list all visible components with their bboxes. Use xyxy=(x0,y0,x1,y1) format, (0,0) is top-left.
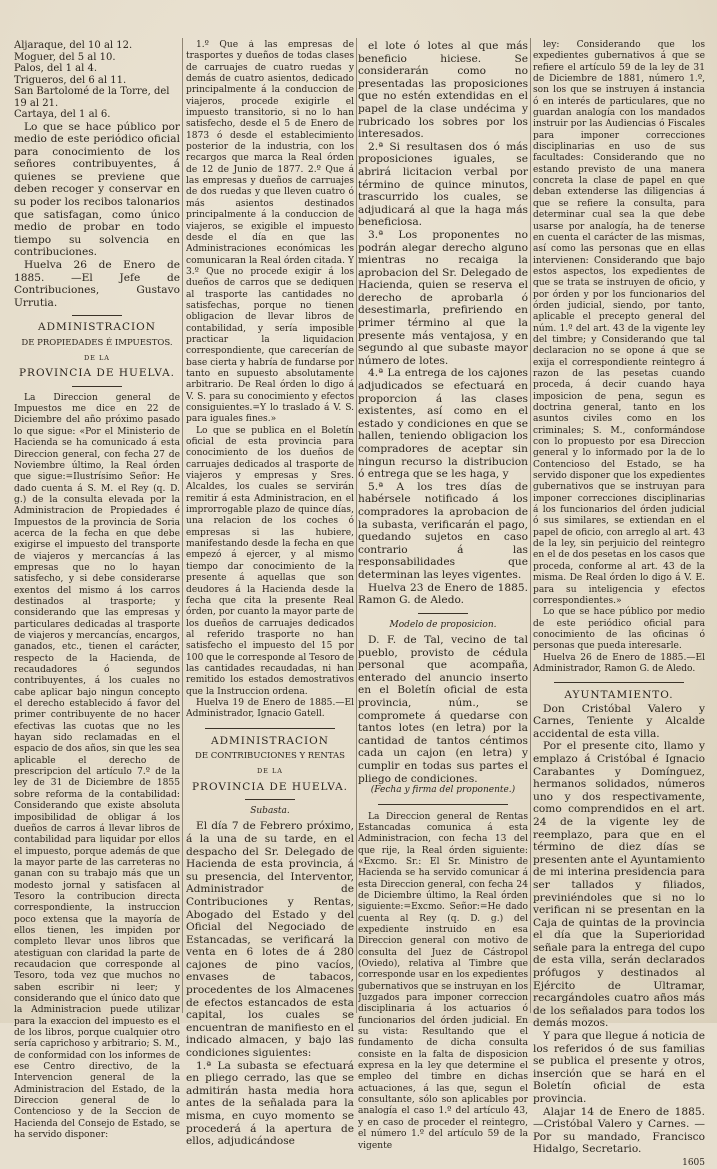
notice-signature: Huelva 23 de Enero de 1885. Ramon G. de Aledo. xyxy=(358,581,528,607)
separator xyxy=(245,799,295,800)
separator xyxy=(72,315,122,316)
notice-paragraph: Lo que se hace público por medio de este periódico oficial para conocimiento de los señores contribuyentes, á quienes se previene que deben recoger y conservar en su poder los recibos talonarios que satisfagan, como único medio de probar en todo tiempo su solvencia en contribuciones. xyxy=(14,120,180,259)
page-number: 1605 xyxy=(682,1157,705,1168)
section-header: ADMINISTRACION xyxy=(38,321,156,334)
separator xyxy=(378,804,508,805)
town-line: Moguer, del 5 al 10. xyxy=(14,51,116,63)
town-line: San Bartolomé de la Torre, del 19 al 21. xyxy=(14,86,170,109)
model-body: D. F. de Tal, vecino de tal pueblo, provisto de cédula personal que acompaña, enterado del anuncio inserto en el Boletín oficial de esta provincia, núm., se compromete á quedarse con tantos lotes (en letra) por la cantidad de tantos céntimos cada un cajon (en letra) y cumplir en todas sus partes el pliego de condiciones. xyxy=(358,634,528,785)
notice-body: Lo que se publica en el Boletín oficial de esta provincia para conocimiento de los dueños de carruajes dedicados al trasporte de viajeros y empresas y Sres. Alcaldes, los cuales se servirán remitir á esta Administracion, en el improrrogable plazo de quince días, una relacion de los coches ó empresas si las hubiere, manifestando desde la fecha en que empezó á ejercer, y al mismo tiempo dar conocimiento de la presente á aquellas que son deudores á la Hacienda desde la fecha que cita la presente Real órden, por cuanto la mayor parte de los dueños de carruajes dedicados al referido trasporte no han satisfecho el impuesto del 15 por 100 que le corresponde al Tesoro de las cantidades recaudadas, ni han remitido los estados demostrativos que la Instruccion ordena. xyxy=(186,425,354,697)
section-header: AYUNTAMIENTO. xyxy=(564,689,674,702)
section-subheader: DE LA xyxy=(256,767,284,776)
subasta-title: Subasta. xyxy=(250,806,290,816)
notice-signature: Huelva 26 de Enero de 1885.—El Administrador, Ramon G. de Aledo. xyxy=(533,652,705,674)
notice-body: El día 7 de Febrero próximo, á la una de su tarde, en el despacho del Sr. Delegado de Hacienda de esta provincia, á su presencia, del Interventor, Administrador de Contribuciones y Rentas, Abogado del Estado y del Oficial del Negociado de Estancadas, se verificará la venta en 6 lotes de á 280 cajones de pino vacíos, envases de tabacos, procedentes de los Almacenes de efectos estancados de esta capital, los cuales se encuentran de manifiesto en el indicado almacen, y bajo las condiciones siguientes: xyxy=(186,820,354,1060)
section-subheader: DE CONTRIBUCIONES Y RENTAS xyxy=(195,750,345,761)
column-4 xyxy=(533,40,705,1169)
notice-body: 2.ª Si resultasen dos ó más proposiciones iguales, se abrirá licitacion verbal por término de quince minutos, trascurrido los cuales, se adjudicará al que la haga más beneficiosa. xyxy=(358,140,528,229)
notice-signature: Alajar 14 de Enero de 1885. —Cristóbal Valero y Carnes. —Por su mandado, Francisco Hidalgo, Secretario. xyxy=(533,1105,705,1156)
notice-body: Don Cristóbal Valero y Carnes, Teniente y Alcalde accidental de esta villa. xyxy=(533,702,705,740)
town-line: Trigueros, del 6 al 11. xyxy=(14,74,127,86)
model-title: Modelo de proposicion. xyxy=(389,619,497,630)
notice-body: 3.ª Los proponentes no podrán alegar derecho alguno mientras no recaiga la aprobacion del Sr. Delegado de Hacienda, quien se reserva el derecho de aprobarla ó desestimarla, prefiriendo en primer término al que la presente más ventajosa, y en segundo al que subaste mayor número de lotes. xyxy=(358,228,528,367)
town-line: Aljaraque, del 10 al 12. xyxy=(14,40,133,51)
notice-body: La Direccion general de Rentas Estancadas comunica á esta Administracion, con fecha 13 del que rije, la Real órden siguiente: «Excmo. Sr.: El Sr. Ministro de Hacienda se ha servido comunicar á esta Direccion general, con fecha 24 de Diciembre último, la Real órden siguiente:=Excmo. Señor:=He dado cuenta al Rey (q. D. g.) del expediente instruido en esa Direccion general con motivo de consulta del Juez de Cástropol (Oviedo), relativa al Timbre que corresponde usar en los expedientes gubernativos que se instruyan en los Juzgados para imponer correccion disciplinaria á los actuarios ó funcionarios del órden judicial. En su vista: Resultando que el fundamento de dicha consulta consiste en la falta de disposicion expresa en la ley que determine el empleo del timbre en dichas actuaciones, á las que, segun el consultante, sólo son aplicables por analogía el caso 1.º del artículo 43, y en caso de proceder el reintegro, el número 1.º del artículo 59 de la vigente xyxy=(358,811,528,1151)
section-header: ADMINISTRACION xyxy=(211,734,329,747)
column-divider xyxy=(530,38,531,1013)
section-subheader: PROVINCIA DE HUELVA. xyxy=(18,367,176,380)
notice-body: Lo que se hace público por medio de este periódico oficial para conocimiento de las oficinas ó personas que pueda interesarle. xyxy=(533,607,705,652)
notice-body: 5.ª A los tres días de habérsele notificado á los compradores la aprobacion de la subasta, verificarán el pago, quedando sujetos en caso contrario á las responsabilidades que determinan las leyes vigentes. xyxy=(358,480,528,581)
column-1 xyxy=(14,40,180,1141)
notice-body: 1.ª La subasta se efectuará en pliego cerrado, las que se admitirán hasta media hora antes de la señalada para la misma, en cuyo momento se procederá á la apertura de ellos, adjudicándose xyxy=(186,1059,354,1148)
column-divider xyxy=(182,38,183,1013)
separator xyxy=(72,386,122,387)
separator xyxy=(554,682,684,683)
section-subheader: DE LA xyxy=(83,354,111,363)
notice-body: Por el presente cito, llamo y emplazo á Cristóbal é Ignacio Carabantes y Domínguez, hermanos solidados, números uno y dos respectivamente, como comprendidos en el art. 24 de la vigente ley de reemplazo, para que en el término de diez días se presenten ante el Ayuntamiento de mi interina presidencia para ser tallados y filiados, previniéndoles que si no lo verifican ni se presentan en la Caja de quintas de la provincia el día que la Superioridad señale para la entrega del cupo de esta villa, serán declarados prófugos y destinados al Ejército de Ultramar, recargándoles cuatro años más de los señalados para todos los demás mozos. xyxy=(533,740,705,1030)
notice-signature: Huelva 19 de Enero de 1885.—El Administrador, Ignacio Gatell. xyxy=(186,697,354,720)
town-line: Palos, del 1 al 4. xyxy=(14,63,98,74)
column-divider xyxy=(356,38,357,1013)
notice-body: Y para que llegue á noticia de los referidos ó de sus familias se publica el presente y otros, inserción que se hará en el Boletín oficial de esta provincia. xyxy=(533,1030,705,1105)
notice-signature: Huelva 26 de Enero de 1885. —El Jefe de Contribuciones, Gustavo Urrutia. xyxy=(14,259,180,309)
separator xyxy=(418,613,468,614)
notice-body: 4.ª La entrega de los cajones adjudicados se efectuará en proporcion á las clases existentes, así como en el estado y condiciones en que se hallen, teniendo obligacion los compradores de aceptar sin ningun recurso la distribucion ó entrega que se les haga, y xyxy=(358,367,528,481)
separator xyxy=(205,728,335,729)
column-2 xyxy=(186,40,354,1148)
section-subheader: DE PROPIEDADES É IMPUESTOS. xyxy=(21,337,173,348)
section-subheader: PROVINCIA DE HUELVA. xyxy=(191,780,349,793)
notice-body: 1.º Que á las empresas de trasportes y dueños de todas clases de carruajes de cuatro ruedas y demás de cuatro asientos, dedicado principalmente á la conduccion de viajeros, procede exigirle el impuesto transitorio, si no lo han satisfecho, desde el 5 de Enero de 1873 ó desde el establecimiento posterior de la industria, con los recargos que marca la Real órden de 12 de Junio de 1877. 2.º Que á las empresas y dueños de carruajes de dos ruedas y que lleven cuatro ó más asientos destinados principalmente á la conduccion de viajeros, se exigible el impuesto desde el día en que las Administraciones económicas les comunicaran la Real órden citada. Y 3.º Que no procede exigir á los dueños de carros que se dediquen al trasporte las cantidades no satisfechas, porque no tienen obligacion de llevar libros de contabilidad, y sería imposible practicar la liquidacion correspondiente, que carecerían de base cierta y habría de fundarse por tanto en supuesto absolutamente arbitrario. De Real órden lo digo á V. S. para su conocimiento y efectos consiguientes.=Y lo traslado á V. S. para iguales fines.» xyxy=(186,40,354,425)
model-signature: (Fecha y firma del proponente.) xyxy=(370,785,516,796)
notice-body: el lote ó lotes al que más beneficio hiciese. Se considerarán como no presentadas las proposiciones que no estén extendidas en el papel de la clase undécima y rubricado los sobres por los interesados. xyxy=(358,40,528,141)
column-3 xyxy=(358,40,528,1152)
notice-body: La Direccion general de Impuestos me dice en 22 de Diciembre del año próximo pasado lo que sigue: «Por el Ministerio de Hacienda se ha comunicado á esta Direccion general, con fecha 27 de Noviembre último, la Real órden que sigue:=Ilustrísimo Señor: He dado cuenta á S. M. el Rey (q. D. g.) de la consulta elevada por la Administracion de Propiedades é Impuestos de la provincia de Soria acerca de la fecha en que debe exigirse el impuesto del transporte de viajeros y mercancías á las empresas que no lo hayan satisfecho, y si debe considerarse exentos del mismo á los carros destinados al trasporte; y considerando que las empresas y particulares dedicadas al trasporte de viajeros y mercancías, encargos, ganados, etc., tienen el carácter, respecto de la Hacienda, de recaudadores ó segundos contribuyentes, á los cuales no cabe aplicar bajo ningun concepto el derecho establecido á favor del primer contribuyente de no hacer efectivas las cuotas que no les hayan sido reclamadas en el espacio de dos años, sin que les sea aplicable el derecho de prescripcion del artículo 7.º de la ley de 31 de Diciembre de 1855 sobre reforma de la contabilidad: Considerando que existe absoluta imposibilidad de obligar á los dueños de carros á llevar libros de contabilidad para liquidar por ellos el impuesto, porque además de que la mayor parte de las carreteras no ganan con su trabajo más que un modesto jornal y satisfacen al Tesoro la contribucion directa correspondiente, la instruccion poco extensa que la mayoría de ellos tienen, les impiden por completo llevar unos libros que atestiguan con claridad la parte de recaudacion que corresponde al Tesoro, toda vez que muchos no saben escribir ni leer; y considerando que el único dato que la Administracion puede utilizar para la exaccion del impuesto es el de los libros, porque cualquier otro sería caprichoso y arbitrario; S. M., de conformidad con los informes de ese Centro directivo, de la Intervencion general de la Administracion del Estado, de la Direccion general de lo Contencioso y de la Seccion de Hacienda del Consejo de Estado, se ha servido disponer: xyxy=(14,392,180,1141)
notice-body: ley: Considerando que los expedientes gubernativos á que se refiere el artículo 59 de la ley de 31 de Diciembre de 1881, número 1.º, son los que se instruyen á instancia ó en interés de particulares, que no guardan analogía con los mandados instruir por las Audiencias ó Fiscales para imponer correcciones disciplinarias en uso de sus facultades: Considerando que no estando previsto de una manera concreta la clase de papel en que deban extenderse las diligencias á que se refiere la consulta, para determinar cual sea la que debe usarse por analogía, ha de tenerse en cuenta el carácter de las mismas, así como las personas que en ellas intervienen: Considerando que bajo estos aspectos, los expedientes de que se trata se instruyen de oficio, y por órden y por los funcionarios del órden judicial, siendo, por tanto, aplicable el precepto general del núm. 1.º del art. 43 de la vigente ley del timbre; y Considerando que tal declaracion no se opone á que se exija el correspondiente reintegro á razon de las pesetas cuando proceda, á decir cuando haya imposicion de pena, segun es doctrina general, tanto en los asuntos civiles como en los criminales; S. M., conformándose con lo propuesto por esa Direccion general y lo informado por la de lo Contencioso del Estado, se ha servido disponer que los expedientes gubernativos que se instruyan para imponer correcciones disciplinarias á los funcionarios del órden judicial ó sus similares, se extiendan en el papel de oficio, con arreglo al art. 43 de la ley, sin perjuicio del reintegro en el de dos pesetas en los casos que proceda, conforme al art. 43 de la misma. De Real órden lo digo á V. E. para su inteligencia y efectos correspondientes.» xyxy=(533,40,705,606)
town-line: Cartaya, del 1 al 6. xyxy=(14,109,111,120)
